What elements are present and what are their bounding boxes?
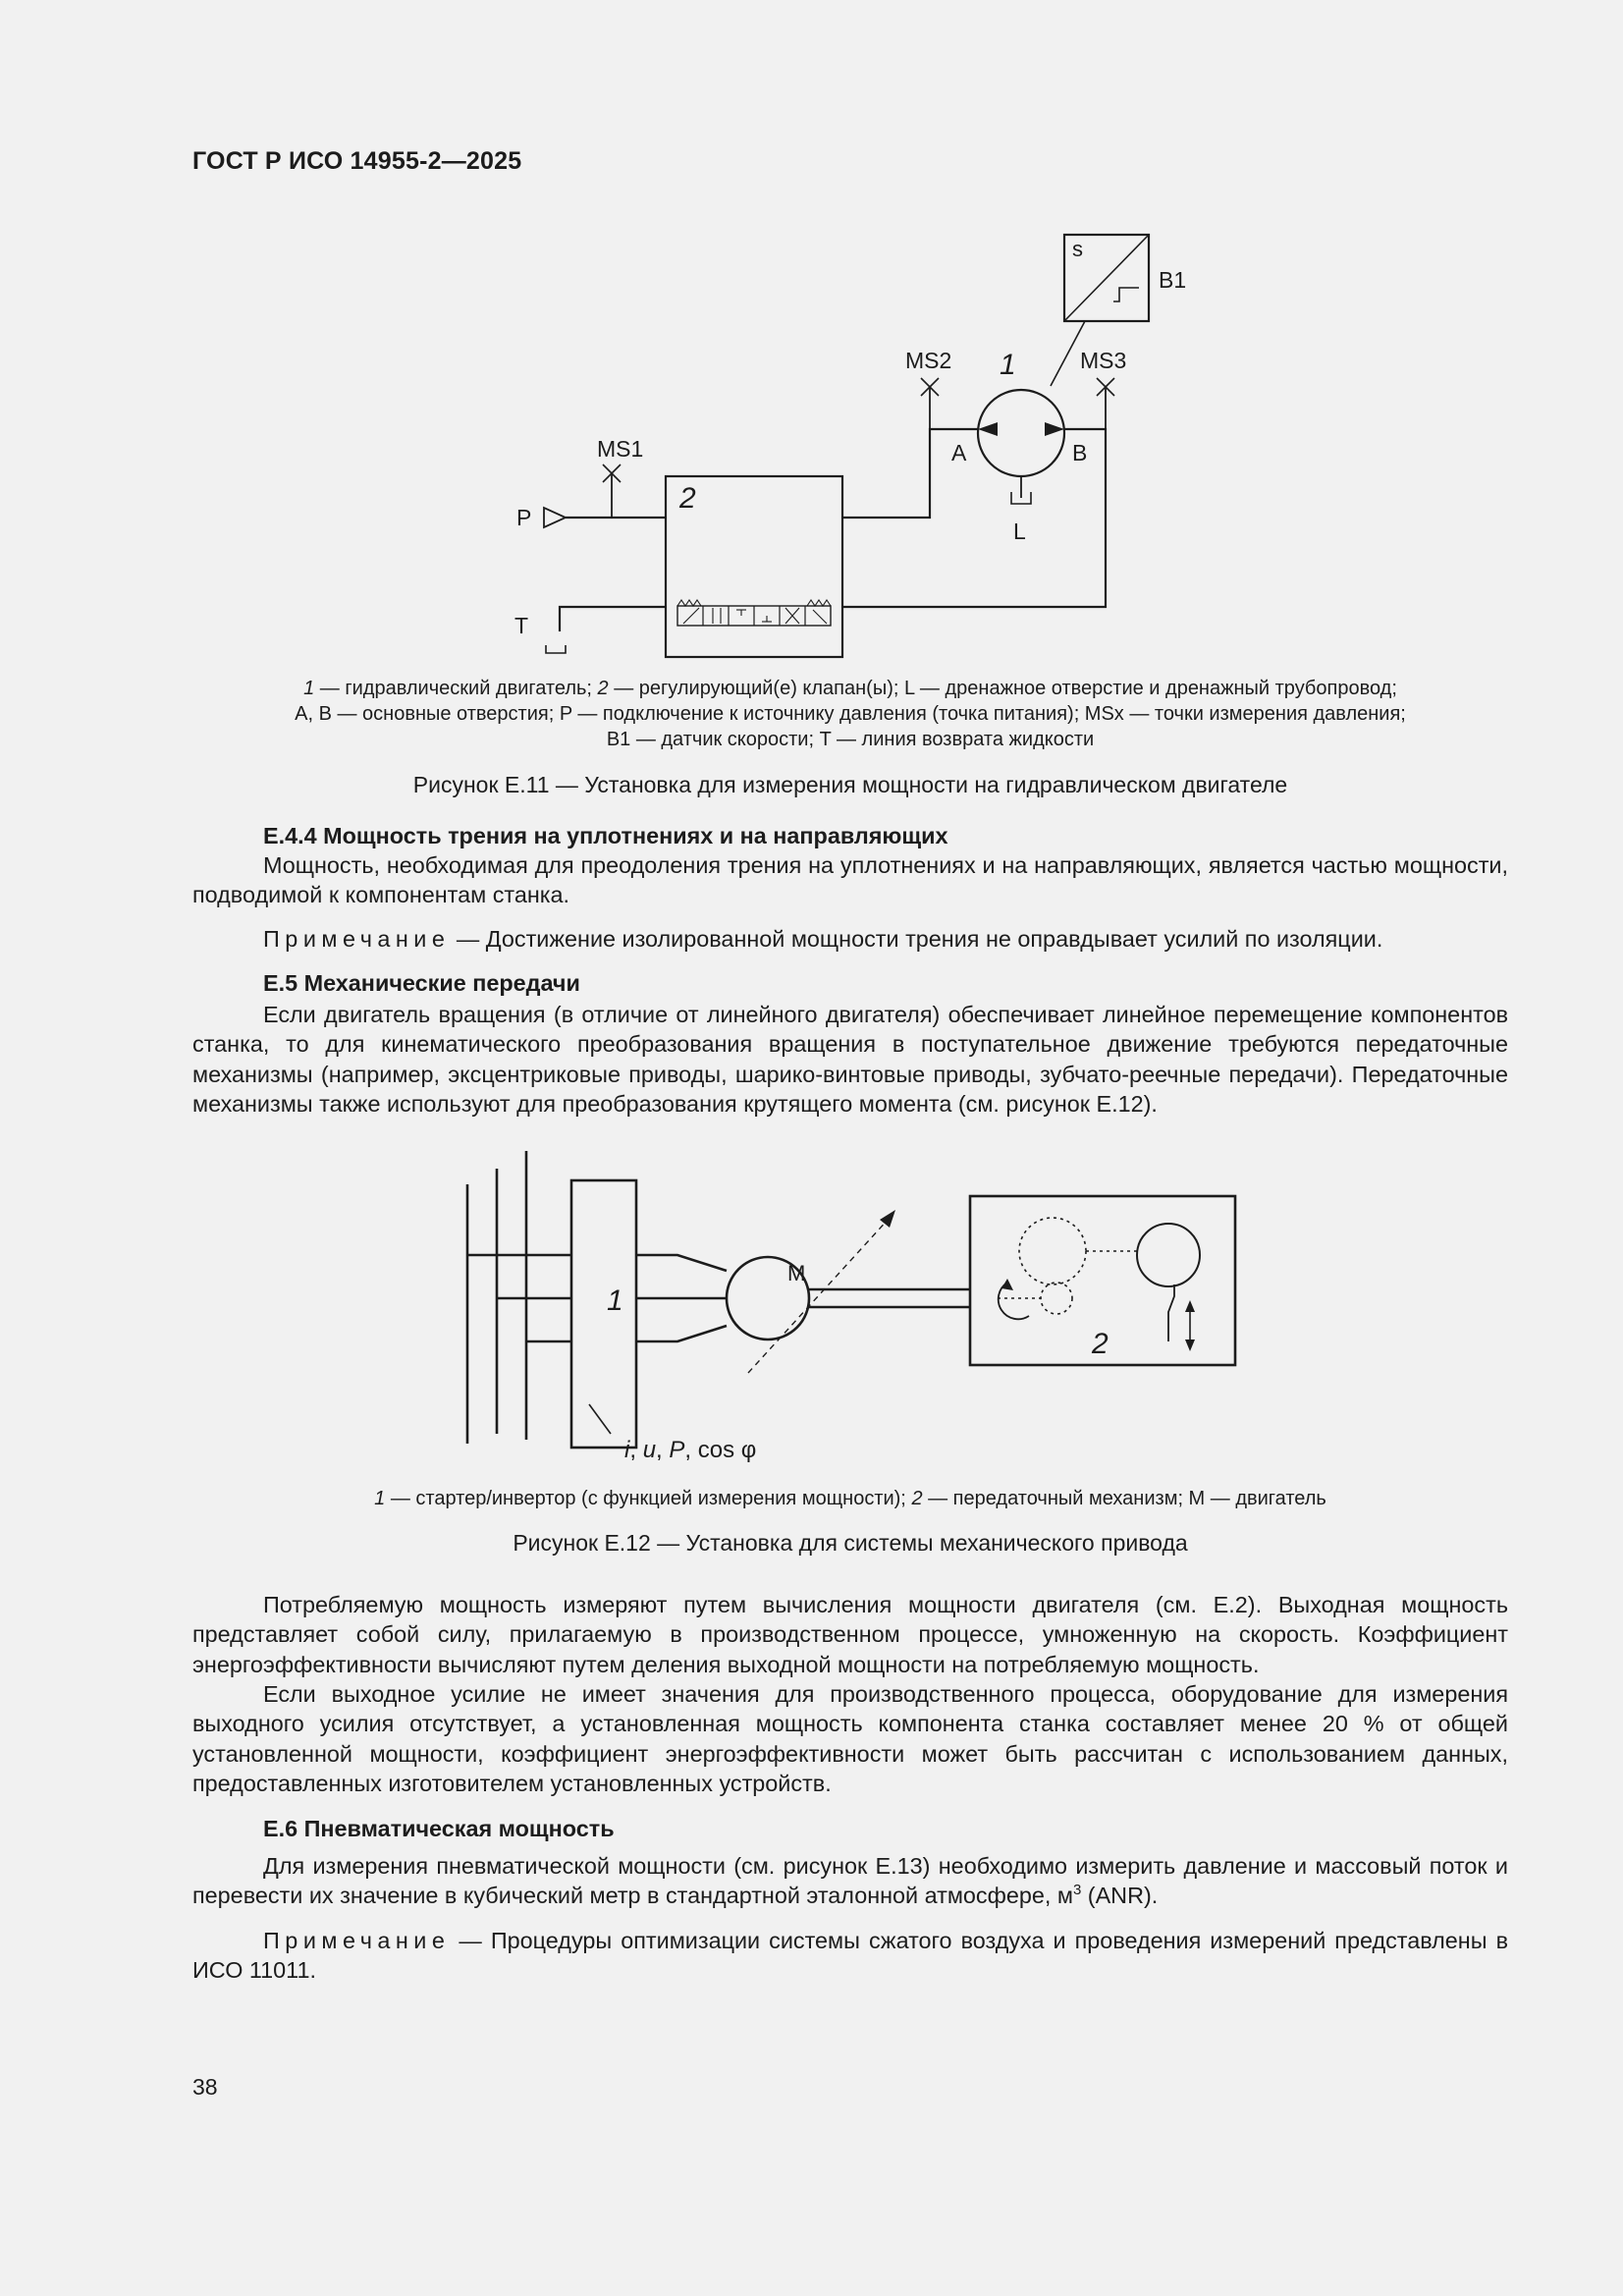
label-two: 2 [1092, 1328, 1109, 1360]
figure-e11-legend: 1 — гидравлический двигатель; 2 — регулирующий(е) клапан(ы); L — дренажное отверстие и дренажный трубопровод; A, B — основные отверстия; P — подключение к источнику давления (точка питания); MSx — точки измерения давления; B1 — датчик скорости; T — линия возврата жидкости [295, 678, 1406, 750]
figure-e12-diagram [452, 1149, 1257, 1473]
label-ms2: MS2 [905, 348, 952, 373]
label-two: 2 [679, 482, 696, 515]
section-e6-note: Примечание — Процедуры оптимизации системы сжатого воздуха и проведения измерений представлены в ИСО 11011. [192, 1928, 1508, 1984]
label-p: P [516, 505, 532, 530]
starter-inverter [571, 1180, 636, 1448]
figure-e11-diagram [491, 221, 1237, 673]
document-header: ГОСТ Р ИСО 14955-2—2025 [192, 147, 522, 175]
section-e6-heading: E.6 Пневматическая мощность [263, 1816, 615, 1841]
section-e6-paragraph: Для измерения пневматической мощности (см. рисунок E.13) необходимо измерить давление и массовый поток и перевести их значение в кубический метр в стандартной эталонной атмосфере, $м^3$ (ANR). [192, 1853, 1508, 1909]
label-ms1: MS1 [597, 436, 644, 462]
section-e44-note: Примечание — Достижение изолированной мощности трения не оправдывает усилий по изоляции. [263, 926, 1383, 952]
figure-e11-caption: Рисунок E.11 — Установка для измерения мощности на гидравлическом двигателе [412, 772, 1288, 797]
label-b1: B1 [1159, 267, 1187, 293]
label-ms3: MS3 [1080, 348, 1127, 373]
figure-e12-legend: 1 — стартер/инвертор (с функцией измерения мощности); 2 — передаточный механизм; M — двигатель [374, 1488, 1326, 1509]
label-a: A [951, 440, 967, 465]
figure-e12-caption: Рисунок E.12 — Установка для системы механического привода [513, 1530, 1188, 1556]
page-number: 38 [192, 2074, 218, 2100]
body-paragraph-2: Если выходное усилие не имеет значения для производственного процесса, оборудование для измерения выходного усилия отсутствует, а установленная мощность компонента станка составляет менее 20 % от общей установленной мощности, коэффициент энергоэффективности может быть рассчитан с использованием данных, предоставленных изготовителем установленных устройств. [192, 1681, 1508, 1797]
section-e5-paragraph: Если двигатель вращения (в отличие от линейного двигателя) обеспечивает линейное перемещение компонентов станка, то для кинематического преобразования вращения в поступательное движение требуются передаточные механизмы (например, эксцентриковые приводы, шарико-винтовые приводы, зубчато-реечные передачи). Передаточные механизмы также используют для преобразования крутящего момента (см. рисунок E.12). [192, 1002, 1508, 1118]
label-t: T [514, 613, 529, 638]
body-paragraph-1: Потребляемую мощность измеряют путем вычисления мощности двигателя (см. E.2). Выходная мощность представляет собой силу, прилагаемую в производственном процессе, умноженную на скорость. Коэффициент энергоэффективности вычисляют путем деления выходной мощности на потребляемую мощность. [192, 1592, 1508, 1677]
label-m: M [787, 1261, 806, 1285]
label-b: B [1072, 440, 1088, 465]
label-one: 1 [1000, 349, 1016, 381]
label-measurements: i, u, P, cos φ [624, 1437, 757, 1463]
section-e44-paragraph: Мощность, необходимая для преодоления трения на уплотнениях и на направляющих, является частью мощности, подводимой к компонентам станка. [192, 852, 1508, 908]
label-s: s [1072, 237, 1083, 261]
label-one: 1 [607, 1285, 623, 1317]
section-e44-heading: E.4.4 Мощность трения на уплотнениях и на направляющих [263, 823, 948, 848]
section-e5-heading: E.5 Механические передачи [263, 970, 580, 996]
label-l: L [1013, 519, 1026, 544]
